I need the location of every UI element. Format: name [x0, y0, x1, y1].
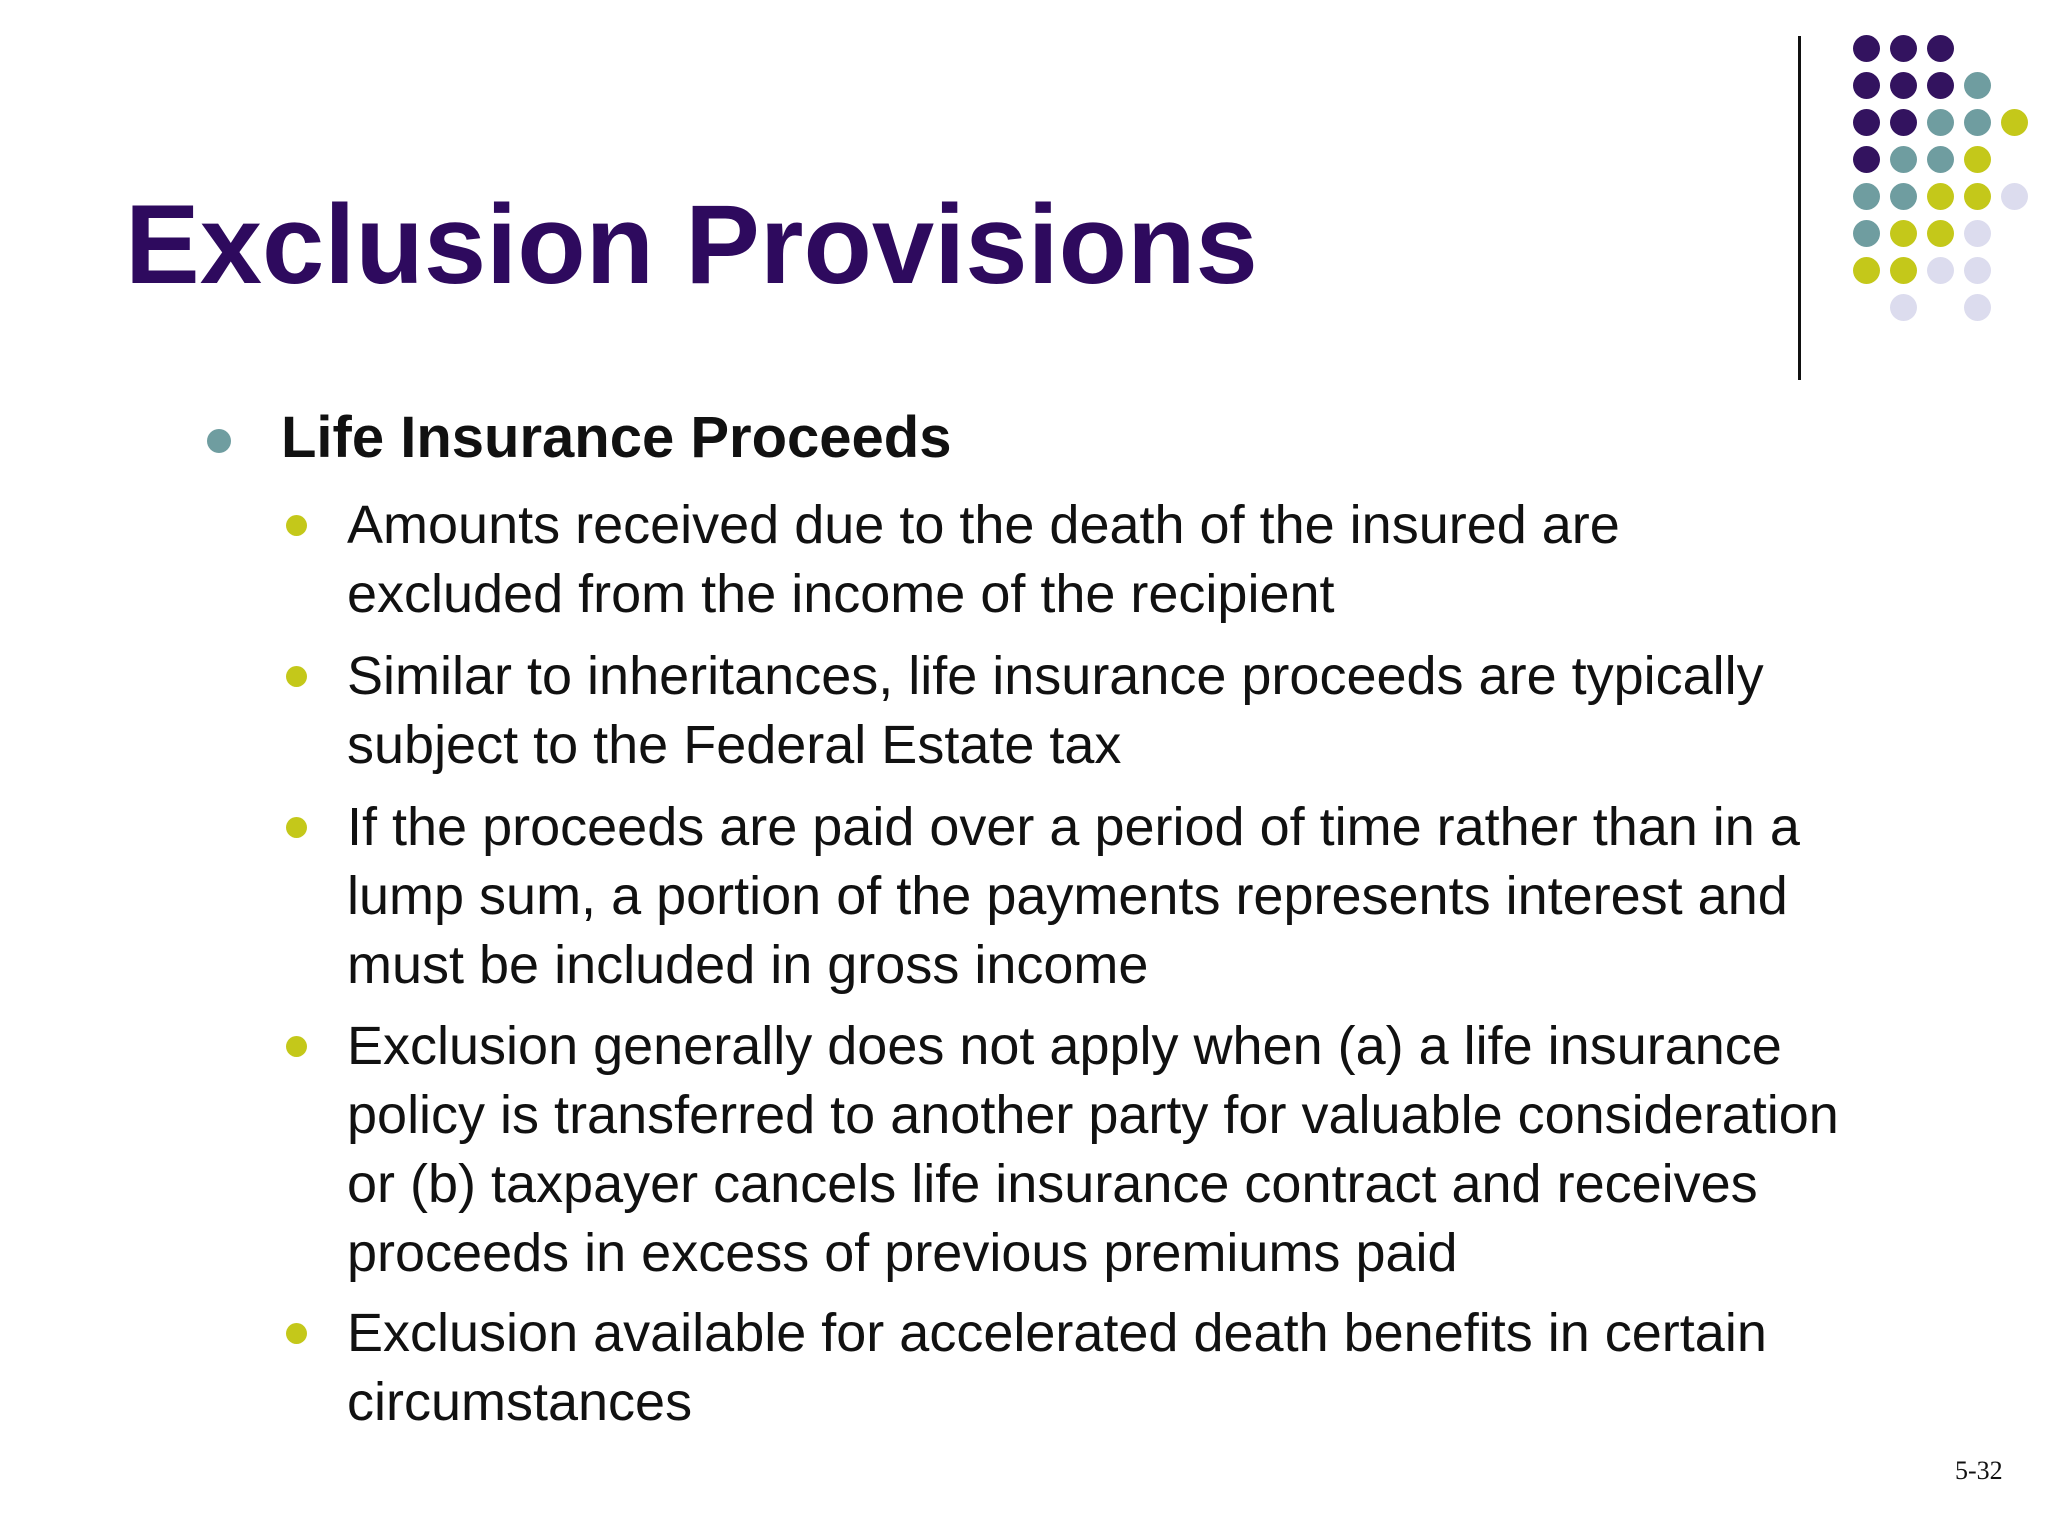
- heading-bullet-label: Life Insurance Proceeds: [281, 405, 952, 470]
- text-line: must be included in gross income: [347, 935, 1149, 995]
- sub-bullet-dot-icon: [286, 817, 307, 838]
- sub-bullet-text: [347, 1299, 1947, 1437]
- bullet-dot-icon: [207, 429, 231, 453]
- text-line: Exclusion available for accelerated death benefits in certain: [347, 1303, 1767, 1363]
- sub-bullet-text: [347, 491, 1947, 629]
- text-line: Exclusion generally does not apply when (a) a life insurance: [347, 1016, 1782, 1076]
- text-line: policy is transferred to another party for valuable consideration: [347, 1085, 1839, 1145]
- sub-bullet-text: [347, 793, 1947, 1000]
- slide-title: Exclusion Provisions: [125, 182, 1258, 307]
- sub-bullet-dot-icon: [286, 1323, 307, 1344]
- text-line: Similar to inheritances, life insurance proceeds are typically: [347, 646, 1764, 706]
- text-line: lump sum, a portion of the payments represents interest and: [347, 866, 1788, 926]
- sub-bullet-dot-icon: [286, 666, 307, 687]
- sub-bullet-text: [347, 1012, 1947, 1288]
- text-line: or (b) taxpayer cancels life insurance contract and receives: [347, 1154, 1758, 1214]
- sub-bullet-dot-icon: [286, 515, 307, 536]
- text-line: excluded from the income of the recipient: [347, 564, 1335, 624]
- sub-bullet-text: [347, 642, 1947, 780]
- text-line: circumstances: [347, 1372, 693, 1432]
- slide-number: 5-32: [1955, 1456, 2003, 1485]
- text-line: subject to the Federal Estate tax: [347, 715, 1122, 775]
- text-line: Amounts received due to the death of the insured are: [347, 495, 1620, 555]
- text-line: If the proceeds are paid over a period of time rather than in a: [347, 797, 1800, 857]
- text-line: proceeds in excess of previous premiums paid: [347, 1223, 1458, 1283]
- sub-bullet-dot-icon: [286, 1036, 307, 1057]
